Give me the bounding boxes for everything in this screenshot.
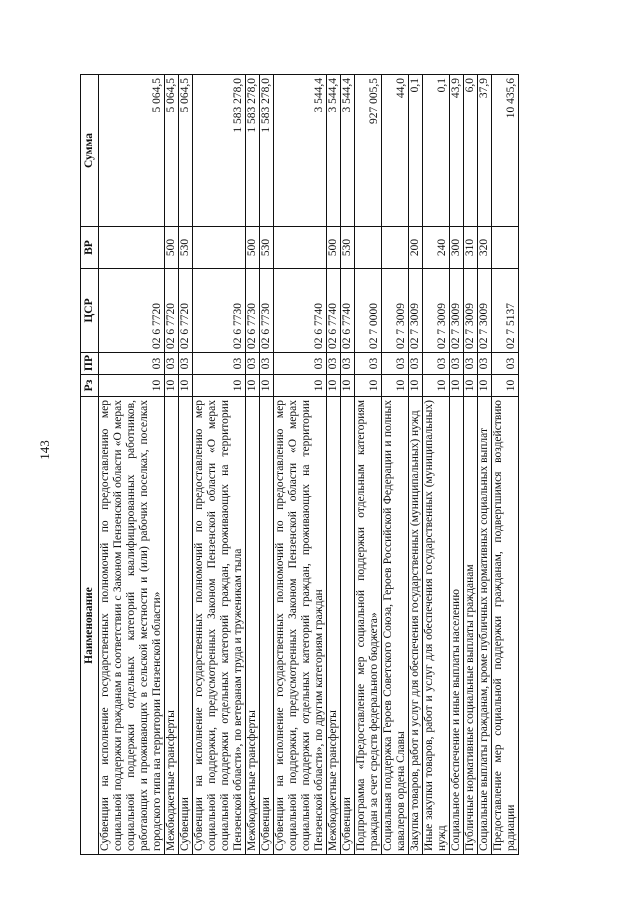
cell-pr: 03 [327,353,341,375]
cell-csr: 02 7 3009 [450,269,464,353]
cell-pr: 03 [355,353,382,375]
cell-vr [382,227,409,269]
header-pr: ПР [81,353,99,375]
cell-sum: 0,1 [409,75,423,227]
cell-rz: 10 [179,375,193,397]
header-csr: ЦСР [81,269,99,353]
table-row [355,75,382,855]
cell-pr: 03 [274,353,327,375]
page-number: 143 [37,440,52,460]
cell-pr: 03 [246,353,260,375]
cell-rz: 10 [341,375,355,397]
table-row [165,75,179,855]
cell-csr: 02 6 7720 [165,269,179,353]
cell-rz: 10 [260,375,274,397]
budget-table [80,74,519,855]
cell-vr [193,227,246,269]
cell-sum: 3 544,4 [274,75,327,227]
cell-vr: 320 [478,227,492,269]
cell-rz: 10 [382,375,409,397]
cell-sum: 43,9 [450,75,464,227]
cell-vr: 530 [260,227,274,269]
cell-rz: 10 [274,375,327,397]
cell-pr: 03 [478,353,492,375]
cell-name: Субвенции [260,397,274,855]
table-row [492,75,519,855]
cell-sum: 5 064,5 [99,75,165,227]
cell-name: Предоставление мер социальной поддержки гражданам, подвергшимся воздействию радиации [492,397,519,855]
cell-csr: 02 7 3009 [409,269,423,353]
cell-csr: 02 7 3009 [423,269,450,353]
table-row [274,75,327,855]
cell-csr: 02 6 7730 [193,269,246,353]
cell-sum: 5 064,5 [179,75,193,227]
header-rz: Рз [81,375,99,397]
cell-pr: 03 [464,353,478,375]
table-row [327,75,341,855]
table-row [179,75,193,855]
cell-csr: 02 6 7720 [179,269,193,353]
cell-csr: 02 6 7730 [246,269,260,353]
cell-vr: 500 [327,227,341,269]
cell-name: Субвенции [179,397,193,855]
cell-csr: 02 7 5137 [492,269,519,353]
cell-rz: 10 [355,375,382,397]
cell-rz: 10 [409,375,423,397]
cell-name: Иные закупки товаров, работ и услуг для обеспечения государственных (муниципальных) нужд [423,397,450,855]
cell-rz: 10 [165,375,179,397]
cell-name: Межбюджетные трансферты [246,397,260,855]
cell-name: Субвенции на исполнение государственных полномочий по предоставлению мер социальной поддержки гражданам в соответствии с Законом Пензенской области «О мерах социальной поддержки отдельных категорий квалифицированных работников, работающих и проживающих в сельской местности и (или) рабочих поселках, поселках городского типа на территории Пензенской области» [99,397,165,855]
cell-name: Публичные нормативные социальные выплаты гражданам [464,397,478,855]
cell-csr: 02 7 3009 [382,269,409,353]
cell-name: Закупка товаров, работ и услуг для обеспечения государственных (муниципальных) нужд [409,397,423,855]
table-row [423,75,450,855]
cell-rz: 10 [464,375,478,397]
cell-name: Межбюджетные трансферты [327,397,341,855]
header-sum: Сумма [81,75,99,227]
table-row [382,75,409,855]
cell-name: Межбюджетные трансферты [165,397,179,855]
cell-sum: 44,0 [382,75,409,227]
cell-pr: 03 [99,353,165,375]
cell-sum: 3 544,4 [327,75,341,227]
cell-csr: 02 6 7730 [260,269,274,353]
cell-vr [492,227,519,269]
cell-sum: 37,9 [478,75,492,227]
table-row [450,75,464,855]
cell-pr: 03 [492,353,519,375]
cell-sum: 927 005,5 [355,75,382,227]
cell-csr: 02 7 0000 [355,269,382,353]
cell-sum: 1 583 278,0 [193,75,246,227]
cell-vr: 530 [341,227,355,269]
cell-pr: 03 [450,353,464,375]
cell-vr: 500 [165,227,179,269]
cell-pr: 03 [165,353,179,375]
cell-name: Социальное обеспечение и иные выплаты населению [450,397,464,855]
cell-vr [99,227,165,269]
table-row [341,75,355,855]
header-name: Наименование [81,397,99,855]
cell-pr: 03 [341,353,355,375]
table-row [99,75,165,855]
cell-sum: 3 544,4 [341,75,355,227]
cell-sum: 6,0 [464,75,478,227]
cell-name: Социальные выплаты гражданам, кроме публичных нормативных социальных выплат [478,397,492,855]
table-row [464,75,478,855]
cell-csr: 02 6 7740 [327,269,341,353]
cell-name: Подпрограмма «Предоставление мер социальной поддержки отдельным категориям граждан за счет средств федерального бюджета» [355,397,382,855]
cell-csr: 02 6 7740 [274,269,327,353]
cell-pr: 03 [423,353,450,375]
cell-csr: 02 7 3009 [478,269,492,353]
table-row [193,75,246,855]
cell-pr: 03 [260,353,274,375]
cell-pr: 03 [193,353,246,375]
rotated-table-wrapper [80,75,519,855]
cell-name: Субвенции [341,397,355,855]
table-row [409,75,423,855]
cell-rz: 10 [246,375,260,397]
cell-vr: 500 [246,227,260,269]
cell-name: Субвенции на исполнение государственных полномочий по предоставлению мер социальной поддержки, предусмотренных Законом Пензенской области «О мерах социальной поддержки отдельных категорий граждан, проживающих на территории Пензенской области», по ветеранам труда и труженикам тыла [193,397,246,855]
table-row [246,75,260,855]
cell-pr: 03 [382,353,409,375]
cell-vr: 530 [179,227,193,269]
table-body [99,75,519,855]
cell-vr [355,227,382,269]
cell-rz: 10 [492,375,519,397]
cell-sum: 10 435,6 [492,75,519,227]
table-row [260,75,274,855]
cell-sum: 1 583 278,0 [260,75,274,227]
cell-pr: 03 [409,353,423,375]
cell-csr: 02 6 7720 [99,269,165,353]
header-vr: ВР [81,227,99,269]
cell-vr: 240 [423,227,450,269]
cell-rz: 10 [450,375,464,397]
cell-rz: 10 [193,375,246,397]
cell-csr: 02 7 3009 [464,269,478,353]
cell-sum: 5 064,5 [165,75,179,227]
cell-rz: 10 [99,375,165,397]
table-row [478,75,492,855]
table-header-row [81,75,99,855]
cell-vr [274,227,327,269]
cell-rz: 10 [423,375,450,397]
cell-sum: 1 583 278,0 [246,75,260,227]
cell-vr: 200 [409,227,423,269]
cell-csr: 02 6 7740 [341,269,355,353]
cell-sum: 0,1 [423,75,450,227]
cell-name: Социальная поддержка Героев Советского Союза, Героев Российской Федерации и полных кавалеров ордена Славы [382,397,409,855]
cell-pr: 03 [179,353,193,375]
cell-vr: 300 [450,227,464,269]
cell-rz: 10 [478,375,492,397]
cell-vr: 310 [464,227,478,269]
cell-rz: 10 [327,375,341,397]
cell-name: Субвенции на исполнение государственных полномочий по предоставлению мер социальной поддержки, предусмотренных Законом Пензенской области «О мерах социальной поддержки отдельных категорий граждан, проживающих на территории Пензенской области», по другим категориям граждан [274,397,327,855]
